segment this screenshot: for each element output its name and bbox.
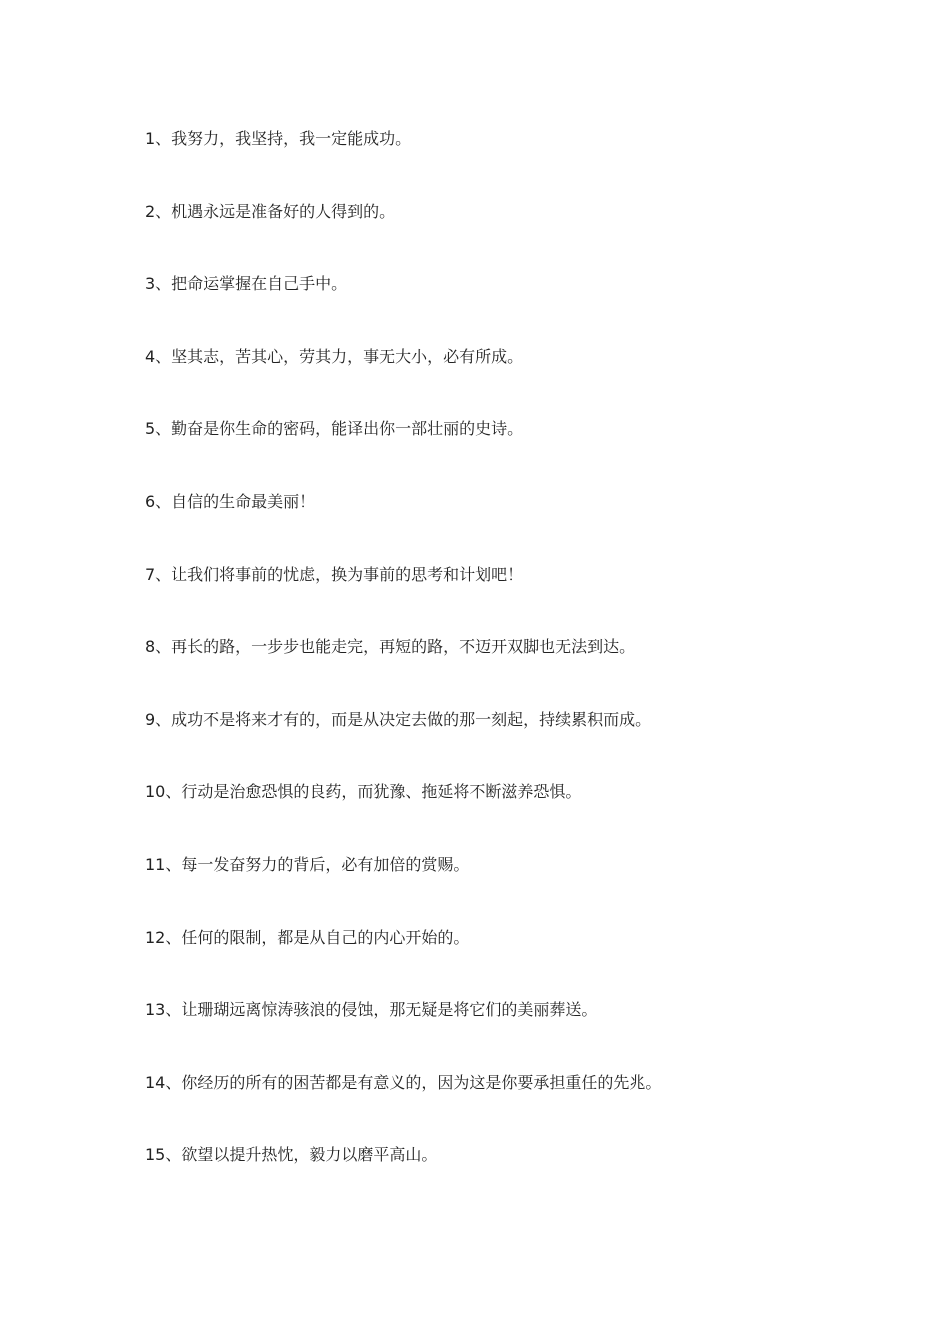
quote-item: 5、勤奋是你生命的密码，能译出你一部壮丽的史诗。 — [145, 419, 524, 439]
quote-item: 3、把命运掌握在自己手中。 — [145, 274, 348, 294]
quote-item: 8、再长的路，一步步也能走完，再短的路，不迈开双脚也无法到达。 — [145, 637, 636, 657]
quote-item: 4、坚其志，苦其心，劳其力，事无大小，必有所成。 — [145, 346, 524, 366]
quote-item: 10、行动是治愈恐惧的良药，而犹豫、拖延将不断滋养恐惧。 — [145, 782, 582, 802]
quote-item: 15、欲望以提升热忱，毅力以磨平高山。 — [145, 1145, 438, 1165]
quote-item: 11、每一发奋努力的背后，必有加倍的赏赐。 — [145, 854, 470, 874]
quote-item: 7、让我们将事前的忧虑，换为事前的思考和计划吧！ — [145, 564, 524, 584]
quote-list — [145, 127, 845, 1216]
quote-item: 2、机遇永远是准备好的人得到的。 — [145, 201, 396, 221]
quote-item: 13、让珊瑚远离惊涛骇浪的侵蚀，那无疑是将它们的美丽葬送。 — [145, 1000, 598, 1020]
quote-item: 14、你经历的所有的困苦都是有意义的，因为这是你要承担重任的先兆。 — [145, 1072, 662, 1092]
quote-item: 1、我努力，我坚持，我一定能成功。 — [145, 129, 412, 148]
quote-item: 6、自信的生命最美丽！ — [145, 491, 316, 511]
quote-item: 9、成功不是将来才有的，而是从决定去做的那一刻起，持续累积而成。 — [145, 709, 652, 729]
quote-item: 12、任何的限制，都是从自己的内心开始的。 — [145, 927, 470, 947]
